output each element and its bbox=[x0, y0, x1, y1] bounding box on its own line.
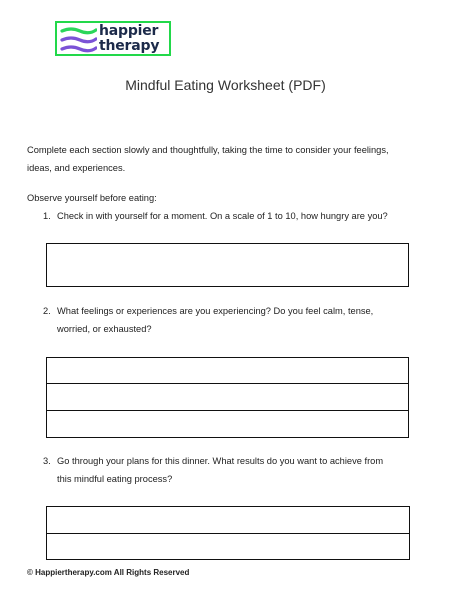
answer-box-3b[interactable] bbox=[46, 533, 410, 560]
logo-text bbox=[99, 24, 159, 54]
question-number: 3. bbox=[43, 456, 51, 466]
answer-box-2c[interactable] bbox=[46, 410, 409, 438]
question-text-continued: worried, or exhausted? bbox=[57, 324, 152, 334]
logo-line2: therapy bbox=[99, 38, 160, 54]
question-3 bbox=[43, 452, 417, 488]
question-text: What feelings or experiences are you experiencing? Do you feel calm, tense, bbox=[57, 306, 374, 316]
page-title: Mindful Eating Worksheet (PDF) bbox=[125, 77, 326, 93]
logo bbox=[55, 21, 171, 56]
logo-wave-icon bbox=[59, 26, 97, 54]
intro-text bbox=[27, 141, 419, 177]
question-number: 1. bbox=[43, 211, 51, 221]
footer-copyright: © Happiertherapy.com All Rights Reserved bbox=[27, 568, 190, 577]
section-label: Observe yourself before eating: bbox=[27, 193, 157, 203]
answer-box-2a[interactable] bbox=[46, 357, 409, 384]
intro-line2: ideas, and experiences. bbox=[27, 163, 126, 173]
intro-line1: Complete each section slowly and thoughtfully, taking the time to consider your feelings, bbox=[27, 145, 389, 155]
question-1 bbox=[43, 207, 417, 225]
answer-box-1[interactable] bbox=[46, 243, 409, 287]
answer-box-2b[interactable] bbox=[46, 383, 409, 411]
logo-line1: happier bbox=[99, 23, 159, 39]
answer-box-3a[interactable] bbox=[46, 506, 410, 534]
question-2 bbox=[43, 302, 417, 338]
question-text-continued: this mindful eating process? bbox=[57, 474, 173, 484]
question-text: Go through your plans for this dinner. What results do you want to achieve from bbox=[57, 456, 384, 466]
question-text: Check in with yourself for a moment. On a scale of 1 to 10, how hungry are you? bbox=[57, 211, 388, 221]
question-number: 2. bbox=[43, 306, 51, 316]
